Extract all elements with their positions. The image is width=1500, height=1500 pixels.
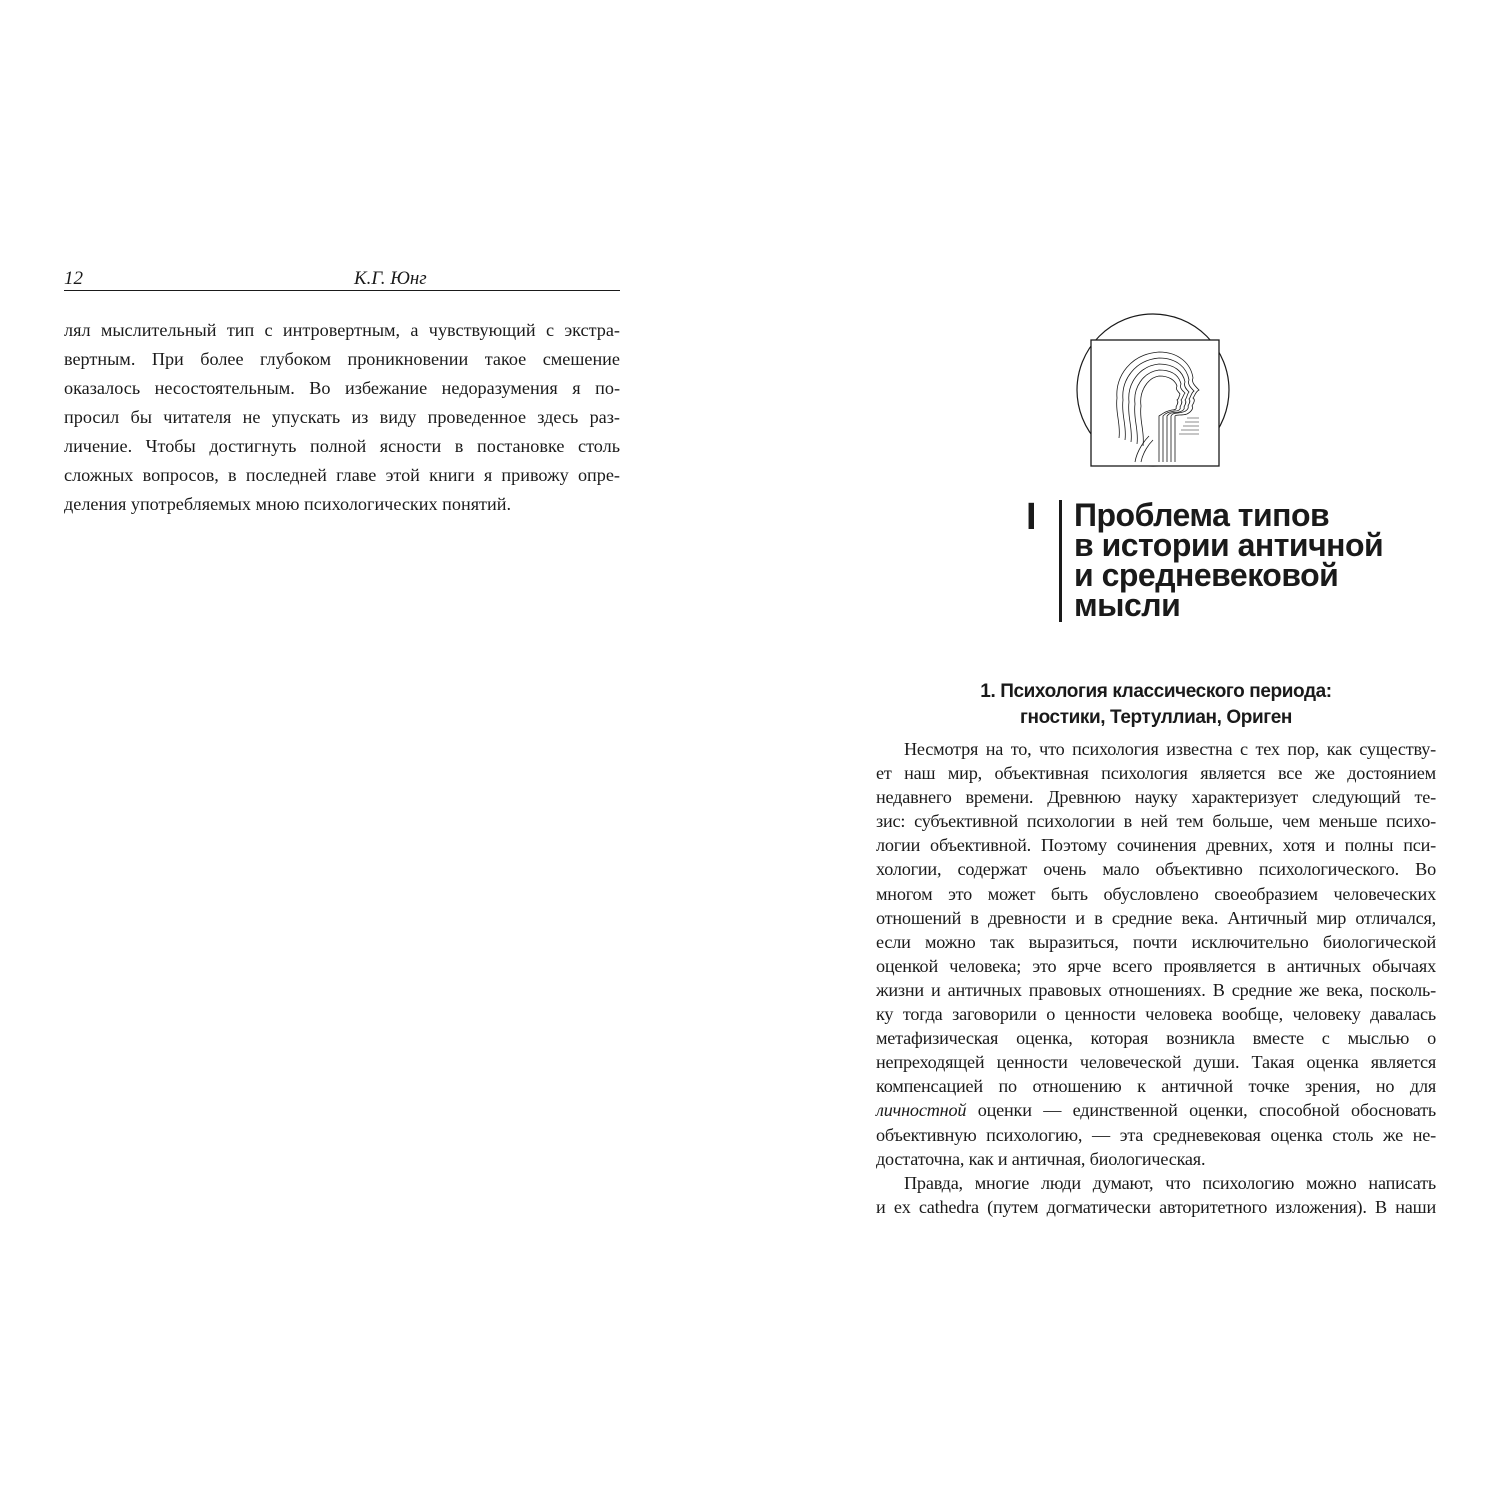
text-line: Несмотря на то, что психология известна с тех пор, как существу- <box>904 739 1436 759</box>
chapter-number: I <box>1026 496 1037 538</box>
text-line: жизни и античных правовых отношениях. В средние же века, посколь- <box>876 979 1436 1000</box>
chapter-title-line: мысли <box>1074 587 1181 623</box>
chapter-divider <box>1059 500 1062 622</box>
section-heading <box>876 679 1436 731</box>
text-line: многом это может быть обусловлено своеобразием человеческих <box>876 883 1436 904</box>
text-line: оценкой человека; это ярче всего проявляется в античных обычаях <box>876 955 1436 976</box>
left-page-text <box>64 316 620 519</box>
italic-word: личностной <box>876 1100 967 1121</box>
text-line: вертным. При более глубоком проникновении такое смешение <box>64 349 620 369</box>
text-line: отношений в древности и в средние века. Античный мир отличался, <box>876 907 1436 928</box>
chapter-title-line: и средневековой <box>1074 557 1339 593</box>
section-heading-line: гностики, Тертуллиан, Ориген <box>1020 707 1292 728</box>
right-page-text <box>876 737 1436 1219</box>
page-number: 12 <box>64 268 83 289</box>
text-line: оказалось несостоятельным. Во избежание недоразумения я по- <box>64 378 620 398</box>
text-line-with-italic <box>876 1098 1436 1122</box>
text-line: хологии, содержат очень мало объективно психологического. Во <box>876 859 1436 880</box>
text-line: достаточна, как и античная, биологическая. <box>876 1148 1206 1169</box>
chapter-title-line: Проблема типов <box>1074 497 1330 533</box>
text-line: метафизическая оценка, которая возникла вместе с мыслью о <box>876 1028 1436 1049</box>
text-line: просил бы читателя не упускать из виду проведенное здесь раз- <box>64 407 620 427</box>
text-line: сложных вопросов, в последней главе этой книги я привожу опре- <box>64 465 620 485</box>
text-line: и ex cathedra (путем догматически авторитетного изложения). В наши <box>876 1196 1436 1217</box>
section-heading-line: 1. Психология классического периода: <box>980 681 1332 702</box>
text-line: непреходящей ценности человеческой души. Такая оценка является <box>876 1052 1436 1073</box>
running-head <box>64 268 620 291</box>
chapter-title-line: в истории античной <box>1074 527 1384 563</box>
running-head-author: К.Г. Юнг <box>354 268 427 289</box>
chapter-title <box>1074 497 1454 623</box>
text-line: личение. Чтобы достигнуть полной ясности в постановке столь <box>64 436 620 456</box>
head-profile-emblem-icon <box>1075 312 1231 468</box>
text-line-rest: оценки — единственной оценки, способной обосновать <box>977 1100 1436 1121</box>
text-line: если можно так выразиться, почти исключительно биологической <box>876 931 1436 952</box>
text-line: зис: субъективной психологии в ней тем больше, чем меньше психо- <box>876 811 1436 832</box>
text-line: Правда, многие люди думают, что психологию можно написать <box>904 1172 1436 1193</box>
text-line: недавнего времени. Древнюю науку характеризует следующий те- <box>876 787 1436 808</box>
text-line: ет наш мир, объективная психология является все же достоянием <box>876 763 1436 784</box>
text-line: деления употребляемых мною психологических понятий. <box>64 494 512 514</box>
text-line: объективную психологию, — эта средневековая оценка столь же не- <box>876 1124 1436 1145</box>
text-line: ку тогда заговорили о ценности человека вообще, человеку давалась <box>876 1004 1436 1025</box>
text-line: компенсацией по отношению к античной точке зрения, но для <box>876 1076 1436 1097</box>
text-line: лял мыслительный тип с интровертным, а чувствующий с экстра- <box>64 320 620 340</box>
text-line: логии объективной. Поэтому сочинения древних, хотя и полны пси- <box>876 835 1436 856</box>
